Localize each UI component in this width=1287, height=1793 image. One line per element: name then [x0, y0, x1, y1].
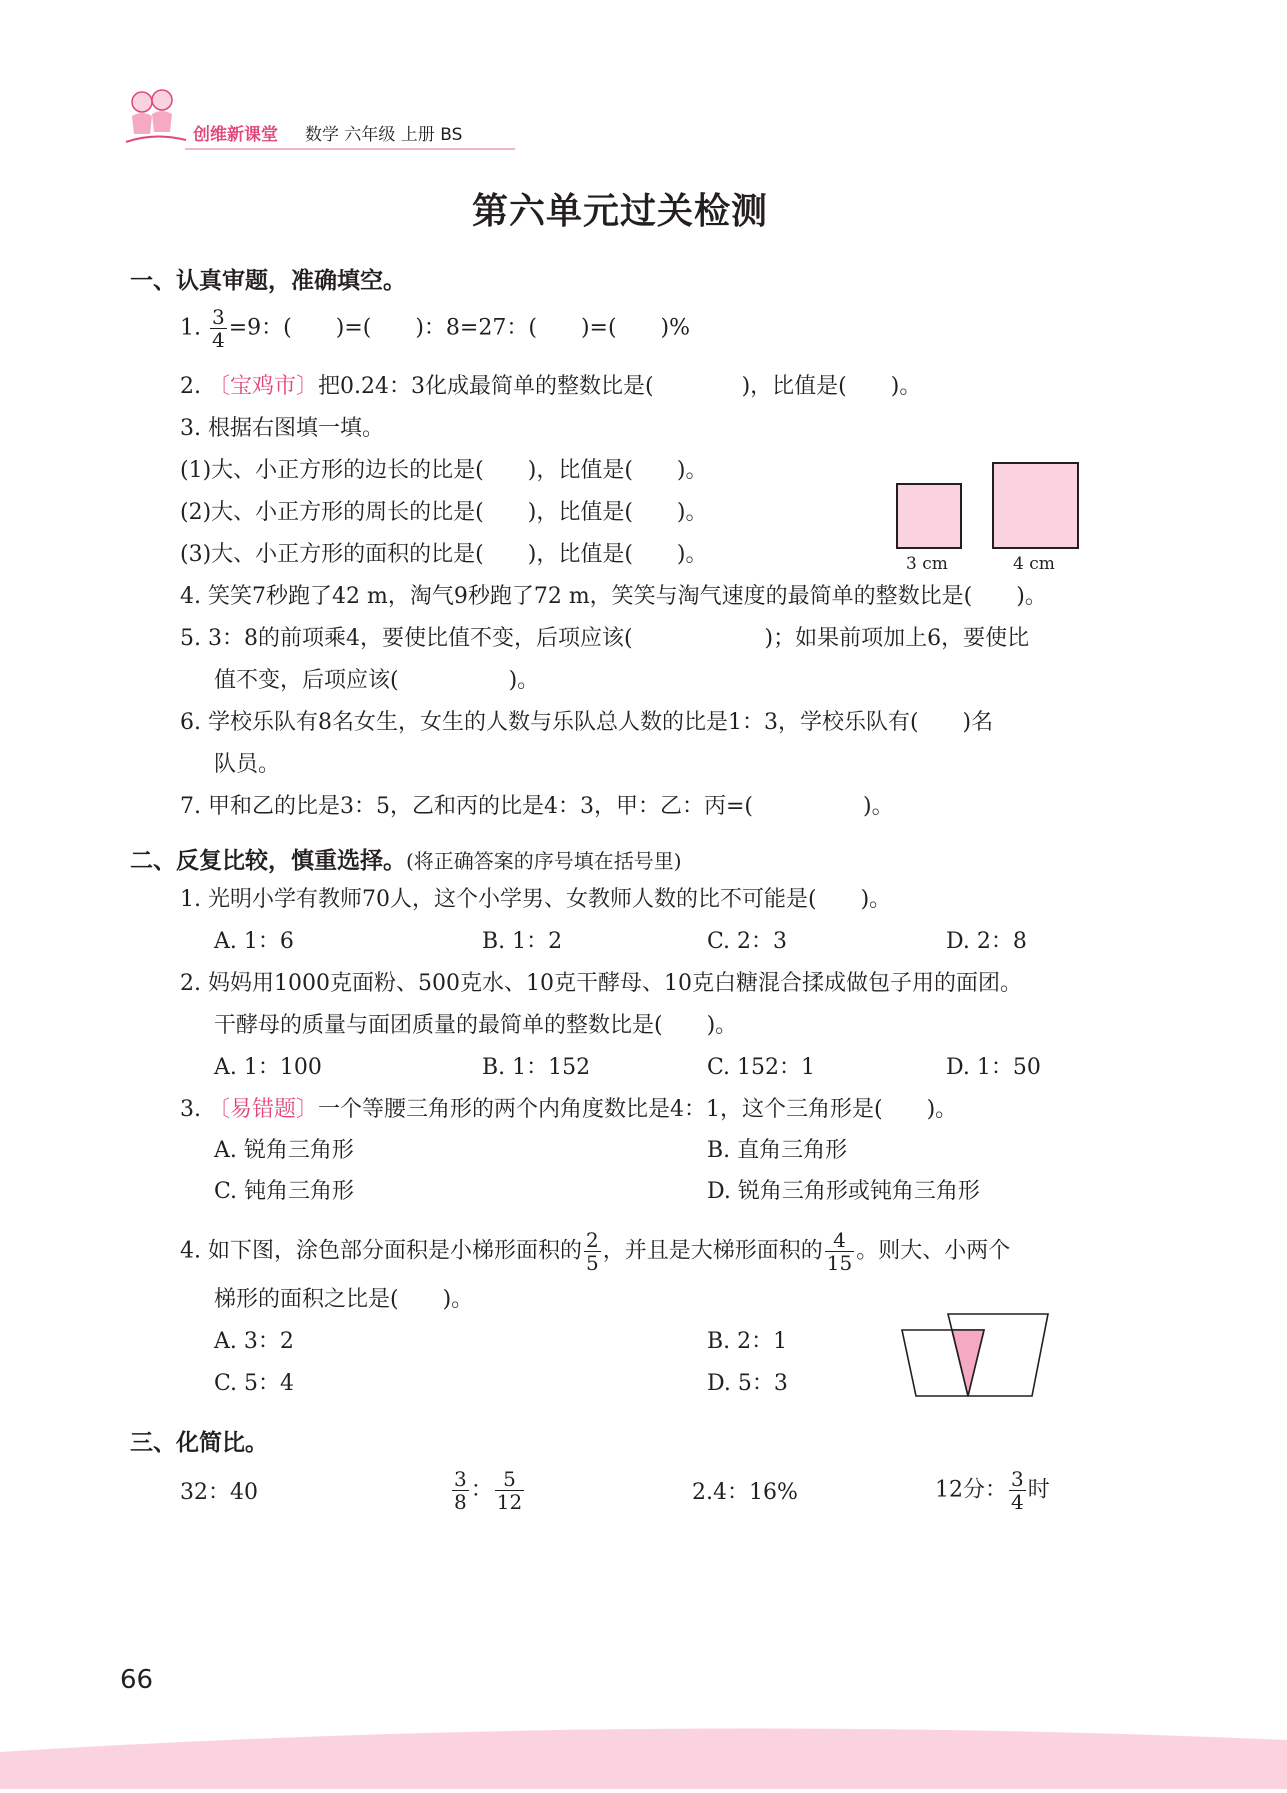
section3-heading: 三、化简比。: [130, 1430, 268, 1456]
page-title: 第六单元过关检测: [472, 191, 769, 232]
s2-q2-option-b[interactable]: B. 1：152: [482, 1055, 591, 1080]
section2-note: (将正确答案的序号填在括号里): [406, 849, 682, 873]
s2-q3-option-a[interactable]: A. 锐角三角形: [214, 1138, 354, 1163]
s2-q4-fraction-1: $\frac{2}{5}$: [586, 1228, 599, 1275]
s2-q1: 1. 光明小学有教师70人，这个小学男、女教师人数的比不可能是( )。: [180, 887, 892, 912]
s1-q6a: 6. 学校乐队有8名女生，女生的人数与乐队总人数的比是1：3，学校乐队有( )名: [180, 710, 994, 735]
s2-q4-option-b[interactable]: B. 2：1: [707, 1329, 788, 1354]
s1-q3-p3: (3)大、小正方形的面积的比是( )，比值是( )。: [180, 542, 708, 567]
small-square-label: 3 cm: [906, 554, 948, 574]
section1-heading: 一、认真审题，准确填空。: [130, 268, 406, 294]
s3-item-1: 32：40: [180, 1480, 258, 1505]
s1-q7: 7. 甲和乙的比是3：5，乙和丙的比是4：3，甲：乙：丙=( )。: [180, 794, 894, 819]
s3-item-3: 2.4：16%: [692, 1480, 798, 1505]
s2-q1-option-b[interactable]: B. 1：2: [482, 929, 563, 954]
s2-q4-fraction-2: $\frac{4}{15}$: [826, 1228, 853, 1275]
s2-q1-option-c[interactable]: C. 2：3: [707, 929, 788, 954]
s2-q3-option-b[interactable]: B. 直角三角形: [707, 1138, 848, 1163]
s1-q3-p1: (1)大、小正方形的边长的比是( )，比值是( )。: [180, 458, 708, 483]
header-logo: [120, 84, 190, 154]
s1-q1-fraction: $\frac{3}{4}$: [212, 305, 225, 352]
mascot-icon: [120, 84, 190, 154]
section2-heading: 二、反复比较，慎重选择。(将正确答案的序号填在括号里): [130, 848, 682, 874]
s2-q1-option-d[interactable]: D. 2：8: [946, 929, 1027, 954]
header-brand: 创维新课堂: [193, 125, 278, 145]
s2-q3-tag: 〔易错题〕: [208, 1097, 319, 1122]
s2-q2-option-c[interactable]: C. 152：1: [707, 1055, 816, 1080]
s2-q3-option-c[interactable]: C. 钝角三角形: [214, 1179, 355, 1204]
s1-q6b: 队员。: [214, 752, 281, 777]
large-square-label: 4 cm: [1013, 554, 1055, 574]
s1-q5a: 5. 3：8的前项乘4，要使比值不变，后项应该( )；如果前项加上6，要使比: [180, 626, 1030, 651]
footer-wave: [0, 1722, 1287, 1789]
small-square: [896, 483, 962, 549]
s1-q1: [180, 306, 690, 351]
header-subtitle: 数学 六年级 上册 BS: [305, 125, 463, 145]
s3-item-2: $\frac{3}{8}$ ： $\frac{5}{12}$: [454, 1467, 523, 1514]
s2-q3-option-d[interactable]: D. 锐角三角形或钝角三角形: [707, 1179, 980, 1204]
s2-q2-line2: 干酵母的质量与面团质量的最简单的整数比是( )。: [214, 1013, 738, 1038]
s2-q3: 3. 〔易错题〕一个等腰三角形的两个内角度数比是4：1，这个三角形是( )。: [180, 1097, 958, 1122]
s2-q4-option-a[interactable]: A. 3：2: [214, 1329, 294, 1354]
s3-item-4: 12分： $\frac{3}{4}$ 时: [935, 1467, 1050, 1514]
s1-q3: 3. 根据右图填一填。: [180, 416, 384, 441]
s1-q4: 4. 笑笑7秒跑了42 m，淘气9秒跑了72 m，笑笑与淘气速度的最简单的整数比是( )。: [180, 584, 1047, 609]
s1-q2-tag: 〔宝鸡市〕: [208, 374, 319, 399]
footer-band: [0, 1722, 1287, 1789]
s2-q4-line2: 梯形的面积之比是( )。: [214, 1287, 474, 1312]
s1-q3-p2: (2)大、小正方形的周长的比是( )，比值是( )。: [180, 500, 708, 525]
page-number: 66: [120, 1665, 154, 1695]
s2-q4-option-d[interactable]: D. 5：3: [707, 1371, 788, 1396]
s1-q1-num: 1.: [180, 315, 201, 341]
header-rule: [185, 148, 515, 150]
s2-q4-option-c[interactable]: C. 5：4: [214, 1371, 295, 1396]
s1-q5b: 值不变，后项应该( )。: [214, 668, 540, 693]
trapezoid-diagram: [900, 1310, 1060, 1402]
s1-q1-rest: =9：( )=( )：8=27：( )=( )%: [228, 315, 691, 341]
s2-q2-line1: 2. 妈妈用1000克面粉、500克水、10克干酵母、10克白糖混合揉成做包子用的面团。: [180, 971, 1022, 996]
s2-q2-option-a[interactable]: A. 1：100: [214, 1055, 322, 1080]
s1-q2: 2. 〔宝鸡市〕把0.24：3化成最简单的整数比是( )，比值是( )。: [180, 374, 922, 399]
large-square: [992, 462, 1079, 549]
trapezoid-figure: [900, 1310, 1060, 1402]
s2-q4-line1: 4. 如下图，涂色部分面积是小梯形面积的 $\frac{2}{5}$ ，并且是大梯形面积的 $\frac{4}{15}$ 。则大、小两个: [180, 1228, 1011, 1275]
s2-q2-option-d[interactable]: D. 1：50: [946, 1055, 1041, 1080]
s2-q1-option-a[interactable]: A. 1：6: [214, 929, 294, 954]
